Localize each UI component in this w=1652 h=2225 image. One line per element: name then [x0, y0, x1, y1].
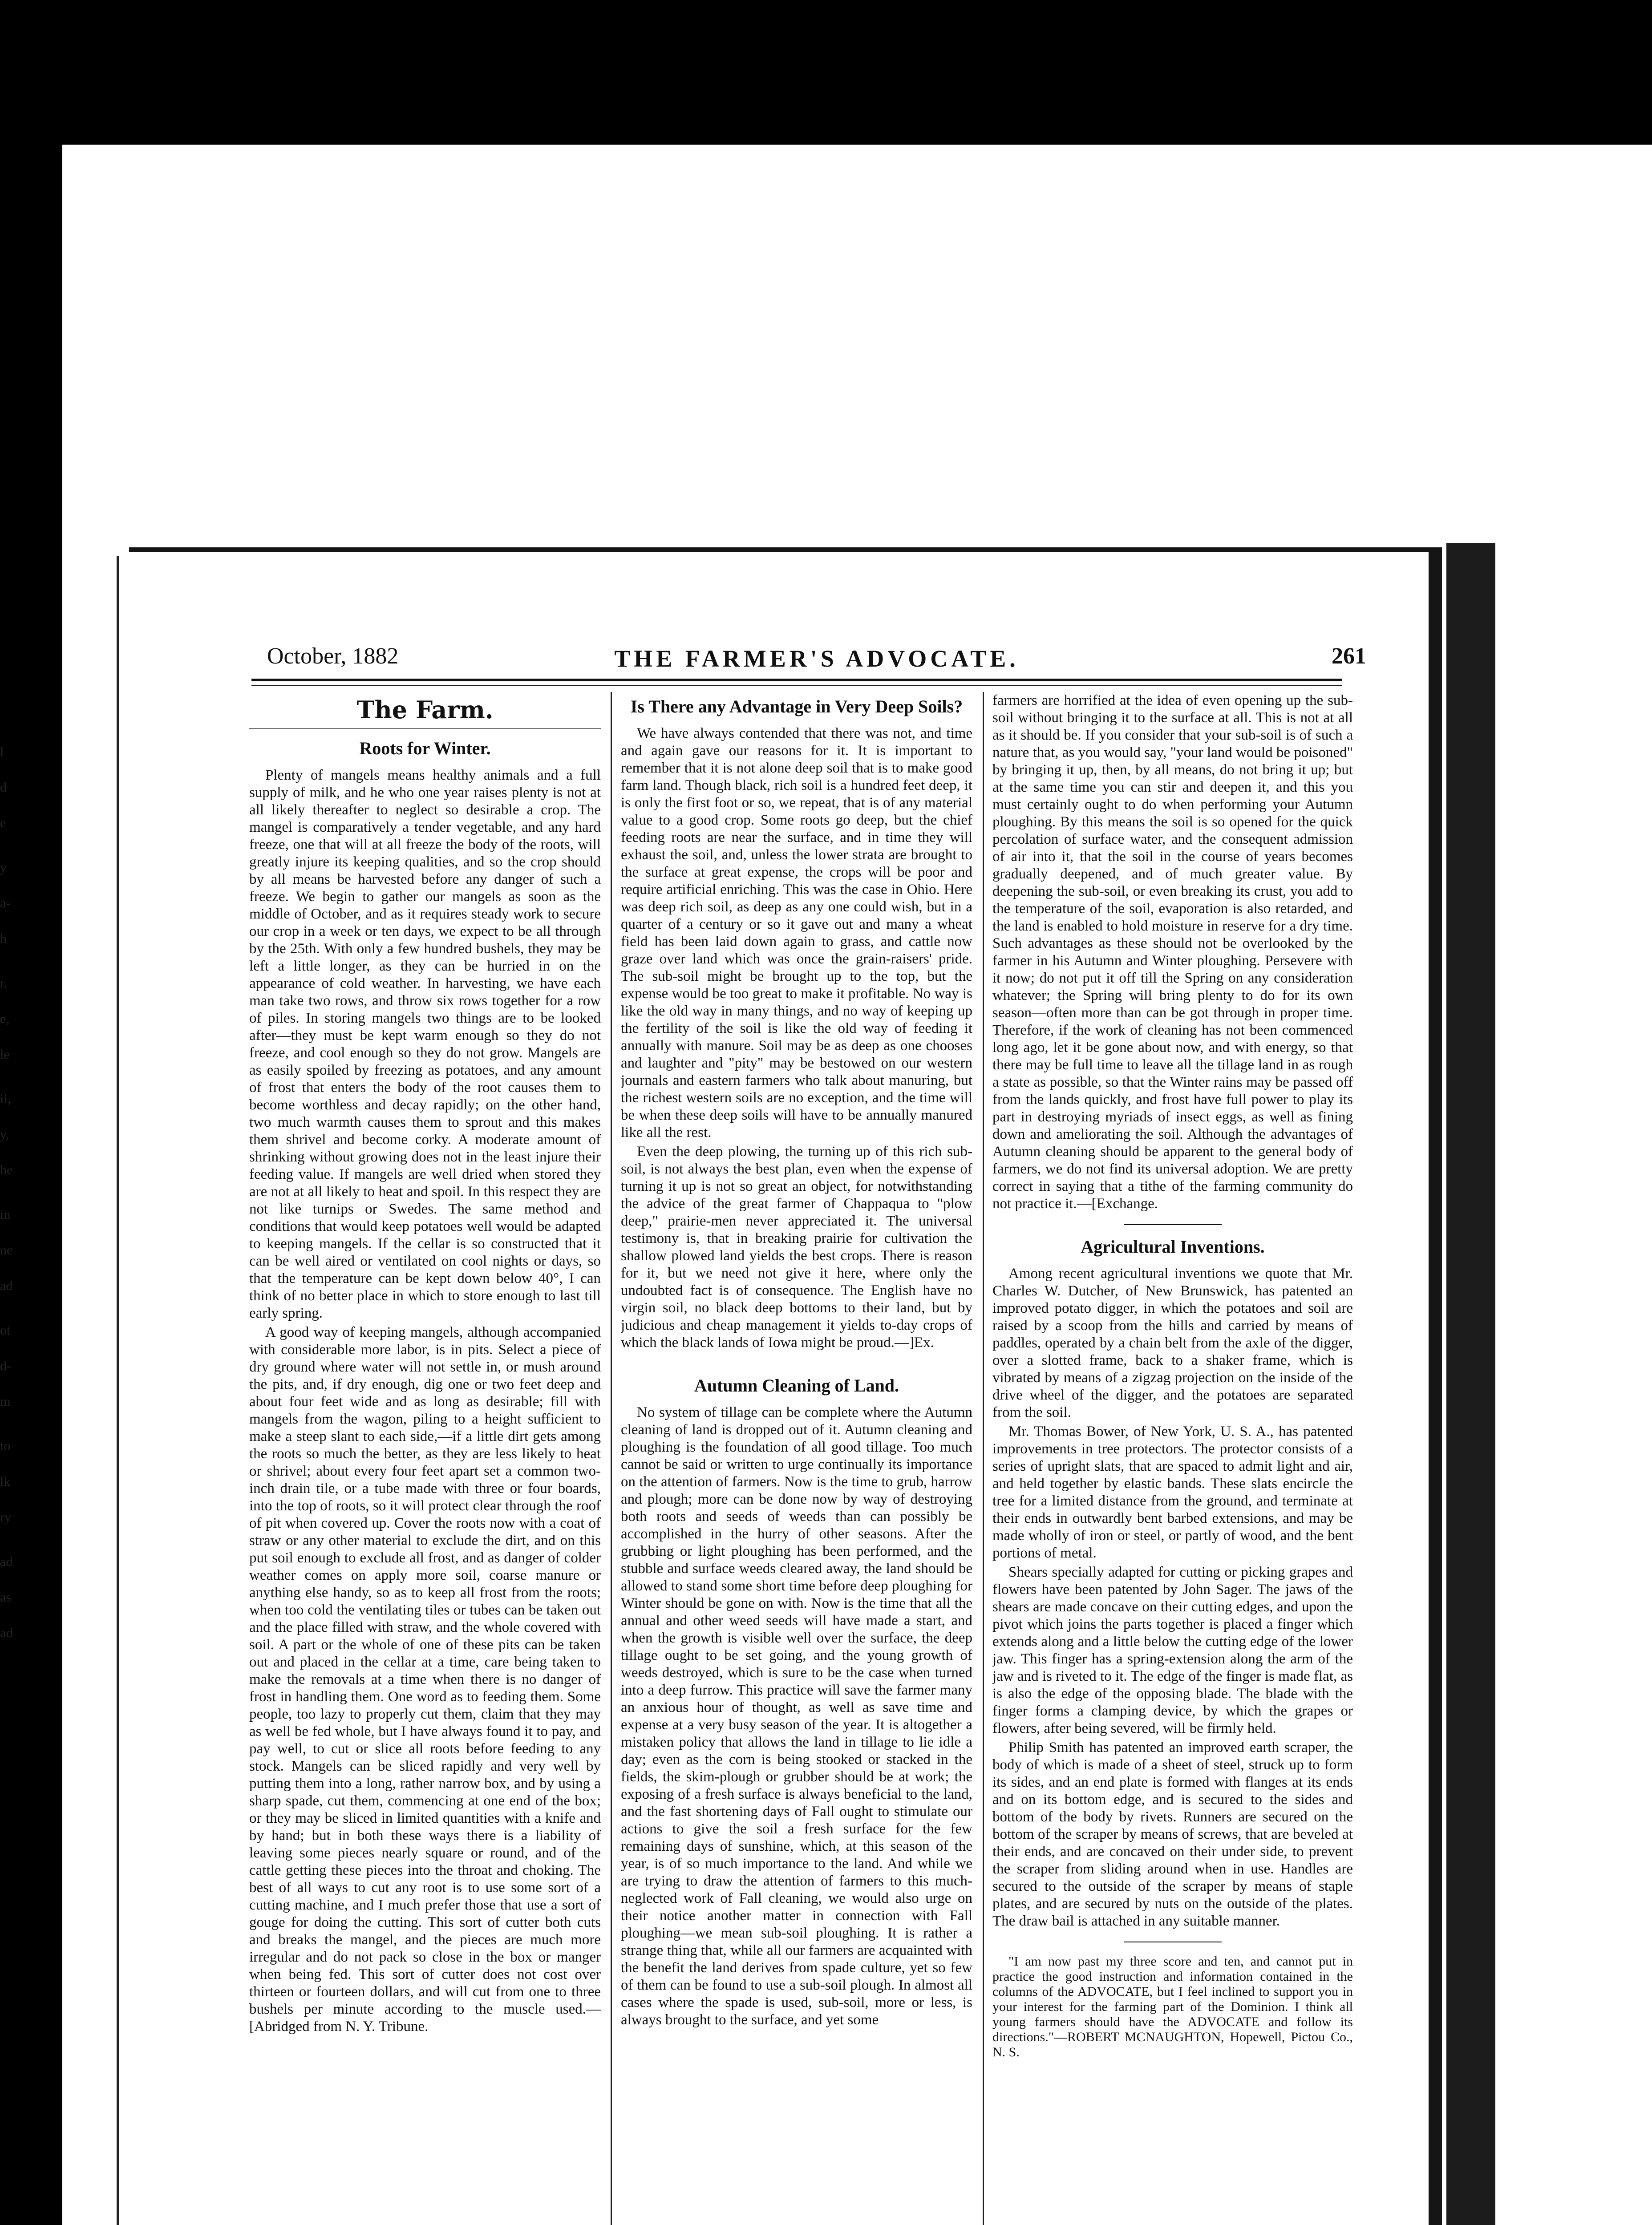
paragraph: No system of tillage can be complete where the Autumn cleaning of land is dropped out of it. Autumn cleaning and ploughing is the foundation of all good tillage. Too much cannot be said or written to urge continually its importance on the attention of farmers. Now is the time to grub, harrow and plough; more can be done now by way of destroying both roots and seeds of weeds than can possibly be accomplished in the hurry of other seasons. After the grubbing or light ploughing has been performed, and the stubble and surface weeds cleared away, the land should be allowed to stand some short time before deep ploughing for Winter should be gone on with. Now is the time that all the annual and other weed seeds will have made a start, and when the growth is visible well over the surface, the deep tillage ought to be set going, and the young growth of weeds destroyed, which is sure to be the case when turned into a deep furrow. This practice will save the farmer many an anxious hour of thought, as well as save time and expense at a very busy season of the year. It is altogether a mistaken policy that allows the land in tillage to lie idle a day; even as the corn is being stooked or stacked in the fields, the skim-plough or grubber should be at work; the exposing of a fresh surface is always beneficial to the land, and the fast shortening days of Fall ought to stimulate our actions to give the soil a fresh surface for the few remaining days of sunshine, which, at this season of the year, is of so much importance to the land. And while we are trying to draw the attention of farmers to this much-neglected work of Fall cleaning, we would also urge on their notice another matter in connection with Fall ploughing—we mean sub-soil ploughing. It is rather a strange thing that, while all our farmers are acquainted with the benefit the land derives from spade culture, yet so few of them can be found to use a sub-soil plough. In almost all cases where the spade is used, sub-soil, more or less, is always brought to the surface, and yet some: [621, 1404, 972, 2028]
column-rule-1: [611, 692, 612, 2225]
column-3: [992, 692, 1353, 2225]
margin-fragment: to: [0, 1439, 11, 1453]
paragraph: Plenty of mangels means healthy animals and a full supply of milk, and he who one year raises plenty is not at all likely thereafter to neglect so desirable a crop. The mangel is comparatively a tender vegetable, and any hard freeze, one that will at all freeze the body of the roots, will greatly injure its keeping qualities, and so the crop should by all means be harvested before any danger of such a freeze. We begin to gather our mangels as soon as the middle of October, and as it requires steady work to secure our crop in a week or ten days, we expect to be all through by the 25th. With only a few hundred bushels, they may be left a little longer, as they can be hurried in on the appearance of cold weather. In harvesting, we have each man take two rows, and throw six rows together for a row of piles. In storing mangels two things are to be looked after—they must be kept warm enough so they do not freeze, and cool enough so they do not grow. Mangels are as easily spoiled by freezing as potatoes, and any amount of frost that enters the body of the root causes them to become worthless and decay rapidly; on the other hand, two much warmth causes them to sprout and this makes them shrivel and become corky. A moderate amount of shrinking without growing does not in the least injure their feeding value. If mangels are well dried when stored they are not at all likely to heat and spoil. In this respect they are not like turnips or Swedes. The same method and conditions that would keep potatoes well would be adapted to keeping mangels. If the cellar is so constructed that it can be well aired or ventilated on cool nights or days, so that the temperature can be kept down below 40°, I can think of no better place in which to store enough to last till early spring.: [249, 767, 601, 1321]
paragraph: Shears specially adapted for cutting or picking grapes and flowers have been patented by John Sager. The jaws of the shears are made concave on their cutting edges, and upon the pivot which joins the parts together is placed a finger which extends along and a little below the cutting edge of the lower jaw. This finger has a spring-extension along the arm of the jaw and is riveted to it. The edge of the finger is made flat, as is also the edge of the opposing blade. The blade with the finger forms a clamping device, by which the grapes or flowers, after being severed, will be firmly held.: [992, 1564, 1353, 1736]
margin-fragment: e,: [0, 1011, 9, 1026]
margin-fragment: d-: [0, 1359, 11, 1373]
gutter-mark: [117, 556, 125, 2225]
paragraph: A good way of keeping mangels, although accompanied with considerable more labor, is in pits. Select a piece of dry ground where water will not settle in, or mush around the pits, and, if dry enough, dig one or two feet deep and about four feet wide and as long as desirable; fill with mangels from the wagon, piling to a height sufficient to make a steep slant to each side,—if a little dirt gets among the roots so much the better, as they are less likely to heat or shrivel; about every four feet apart set a common two-inch drain tile, or a tube made with three or four boards, into the top of roots, so it will protect clear through the roof of pit when covered up. Cover the roots now with a coat of straw or any other material to exclude the dirt, and on this put soil enough to exclude all frost, and as danger of colder weather comes on apply more soil, coarse manure or anything else handy, so as to keep all frost from the roots; when too cold the ventilating tiles or tubes can be taken out and the place filled with straw, and the whole covered with soil. A part or the whole of one of these pits can be taken out and placed in the cellar at a time, care being taken to make the removals at a time when there is no danger of frost in handling them. One word as to feeding them. Some people, too lazy to properly cut them, claim that they may as well be fed whole, but I have always found it to pay, and pay well, to cut or slice all roots before feeding to any stock. Mangels can be sliced rapidly and very well by putting them into a long, rather narrow box, and by using a sharp spade, cut them, commencing at one end of the box; or they may be sliced in limited quantities with a knife and by hand; but in both these ways there is a liability of leaving some pieces nearly square or round, and of the cattle getting these pieces into the throat and choking. The best of all ways to cut any root is to use some sort of a cutting machine, and I much prefer those that use a sort of gouge for doing the cutting. This sort of cutter both cuts and breaks the mangel, and the pieces are much more irregular and do not pack so close in the box or manger when being fed. This sort of cutter does not cost over thirteen or fourteen dollars, and will cut from one to three bushels per minute according to the muscle used.—[Abridged from N. Y. Tribune.: [249, 1324, 601, 2035]
margin-fragment: il,: [0, 1092, 11, 1106]
page-number: 261: [1332, 643, 1366, 669]
margin-fragment: e: [0, 816, 6, 830]
column-1: [249, 692, 601, 2225]
article-title-deep-soils: Is There any Advantage in Very Deep Soils?: [630, 696, 963, 716]
column-rule-2: [983, 692, 984, 2225]
masthead: THE FARMER'S ADVOCATE.: [614, 645, 1019, 672]
article-title-inventions: Agricultural Inventions.: [1081, 1237, 1265, 1257]
paragraph: Philip Smith has patented an improved earth scraper, the body of which is made of a sheet of steel, struck up to form its sides, and an end plate is formed with flanges at its ends and on its bottom edge, and is secured to the sides and bottom of the body by rivets. Runners are secured on the bottom of the scraper by means of screws, that are beveled at their ends, and are concaved on their under side, to prevent the scraper from sliding around when in use. Handles are secured to the outside of the scraper by means of staple plates, and are secured by nuts on the outside of the plates. The draw bail is attached in any suitable manner.: [992, 1740, 1353, 1929]
margin-fragment: h: [0, 931, 7, 946]
paragraph: Among recent agricultural inventions we quote that Mr. Charles W. Dutcher, of New Brunswick, has patented an improved potato digger, in which the potatoes and soil are raised by a scoop from the hills and carried by means of paddles, operated by a chain belt from the axle of the digger, over a slotted frame, back to a shaker frame, which is vibrated by means of a zigzag projection on the inside of the drive wheel of the digger, and the potatoes are separated from the soil.: [992, 1266, 1353, 1420]
left-margin-fragments: [0, 721, 18, 2225]
margin-fragment: ad: [0, 1278, 13, 1293]
page-edge-shadow: [1446, 543, 1495, 2225]
margin-fragment: r.: [0, 976, 7, 991]
margin-fragment: as: [0, 1590, 11, 1605]
divider: [1124, 1224, 1222, 1225]
margin-fragment: m: [0, 1394, 11, 1409]
continuation-paragraph: farmers are horrified at the idea of even opening up the sub-soil without bringing it to the surface at all. This is not at all as it should be. If you consider that your sub-soil is of such a nature that, as you would say, "your land would be poisoned" by bringing it up, then, by all means, do not bring it up; but at the same time you can stir and deepen it, and this you must certainly ought to do when performing your Autumn ploughing. By this means the soil is so opened for the quick percolation of surface water, and the consequent admission of air into it, that the soil in the course of years becomes gradually deepened, and of much greater value. By deepening the sub-soil, or even breaking its crust, you add to the temperature of the soil, evaporation is also retarded, and the land is enabled to hold moisture in reserve for a dry time. Such advantages as these should not be overlooked by the farmer in his Autumn and Winter ploughing. Persevere with it now; do not put it off till the Spring on any consideration whatever; the Spring will bring plenty to do for its own season—often more than can be got through in proper time. Therefore, if the work of cleaning has not been commenced long ago, let it be gone about now, and with energy, so that there may be full time to leave all the tillage land in as rough a state as possible, so that the Winter rains may be passed off from the lands quickly, and frost have full power to play its part in destroying myriads of insect eggs, as well as fining down and ameliorating the soil. Although the advantages of Autumn cleaning should be apparent to the general body of farmers, we do not find its universal adoption. We are pretty correct in saying that a tithe of the farming community do not practice it.—[Exchange.: [992, 692, 1353, 1212]
margin-fragment: in: [0, 1207, 11, 1222]
margin-fragment: he: [0, 1163, 13, 1177]
margin-fragment: a-: [0, 896, 11, 910]
paragraph: We have always contended that there was not, and time and again gave our reasons for it. It is important to remember that it is not alone deep soil that is to make good farm land. Though black, rich soil is a hundred feet deep, it is only the first foot or so, we repeat, that is of any material value to a good crop. Some roots go deep, but the chief feeding roots are near the surface, and in time they will exhaust the soil, and, unless the lower strata are brought to the surface at great expense, the crops will be poor and require artificial enriching. This was the case in Ohio. Here was deep rich soil, as deep as any one could wish, but in a quarter of a century or so it gave out and many a wheat field has been laid down again to grass, and cattle now graze over land which was once the grain-raisers' pride. The sub-soil might be brought up to the top, but the expense would be too great to make it profitable. No way is like the old way in many things, and no way of keeping up the fertility of the soil is like the old way of feeding it annually with manure. Soil may be as deep as one chooses and laughter and "pity" may be bestowed on our western journals and eastern farmers who talk about manuring, but the richest western soils are no exception, and the time will be when these deep soils will have to be annually manured like all the rest.: [621, 725, 972, 1141]
margin-fragment: l: [0, 744, 4, 759]
header-rule-thin: [251, 685, 1342, 686]
header-rule: [251, 679, 1342, 681]
paragraph: Even the deep plowing, the turning up of this rich sub-soil, is not always the best plan, even when the expense of turning it up is not so great an object, for notwithstanding the advice of the great farmer of Chappaqua to "plow deep," prairie-men never appreciated it. The universal testimony is, that in breaking prairie for cultivation the shallow plowed land yields the best crops. There is reason for it, but we need not give it here, where only the undoubted fact is of consequence. The English have no virgin soil, no black deep bottoms to their land, but by judicious and cheap management it yields to-day crops of which the black lands of Iowa might be proud.—]Ex.: [621, 1144, 972, 1351]
margin-fragment: ad: [0, 1554, 13, 1569]
article-title-autumn-cleaning: Autumn Cleaning of Land.: [694, 1375, 899, 1396]
section-title: The Farm.: [249, 692, 601, 730]
paragraph: Mr. Thomas Bower, of New York, U. S. A., has patented improvements in tree protectors. The protector consists of a series of upright slats, that are spaced to admit light and air, and held together by elastic bands. These slats encircle the tree for a limited distance from the ground, and terminate at their ends in outwardly bent barbed extensions, and may be made wholly of iron or steel, or partly of wood, and the bent portions of metal.: [992, 1424, 1353, 1561]
issue-date: October, 1882: [267, 643, 399, 669]
margin-fragment: ad: [0, 1626, 13, 1640]
column-2: [621, 692, 972, 2225]
margin-fragment: d: [0, 780, 7, 795]
margin-fragment: y: [0, 860, 7, 875]
reader-letter: "I am now past my three score and ten, and cannot put in practice the good instruction and information contained in the columns of the ADVOCATE, but I feel inclined to support you in your interest for the farming part of the Dominion. I think all young farmers should have the ADVOCATE and follow its directions."—ROBERT MCNAUGHTON, Hopewell, Pictou Co., N. S.: [992, 1954, 1353, 2059]
margin-fragment: ry: [0, 1510, 11, 1525]
margin-fragment: ot: [0, 1323, 11, 1338]
margin-fragment: y,: [0, 1127, 9, 1142]
margin-fragment: le: [0, 1047, 10, 1062]
article-title-roots: Roots for Winter.: [359, 738, 491, 758]
margin-fragment: lk: [0, 1474, 11, 1489]
margin-fragment: ne: [0, 1243, 13, 1258]
page-header: [267, 643, 1366, 674]
